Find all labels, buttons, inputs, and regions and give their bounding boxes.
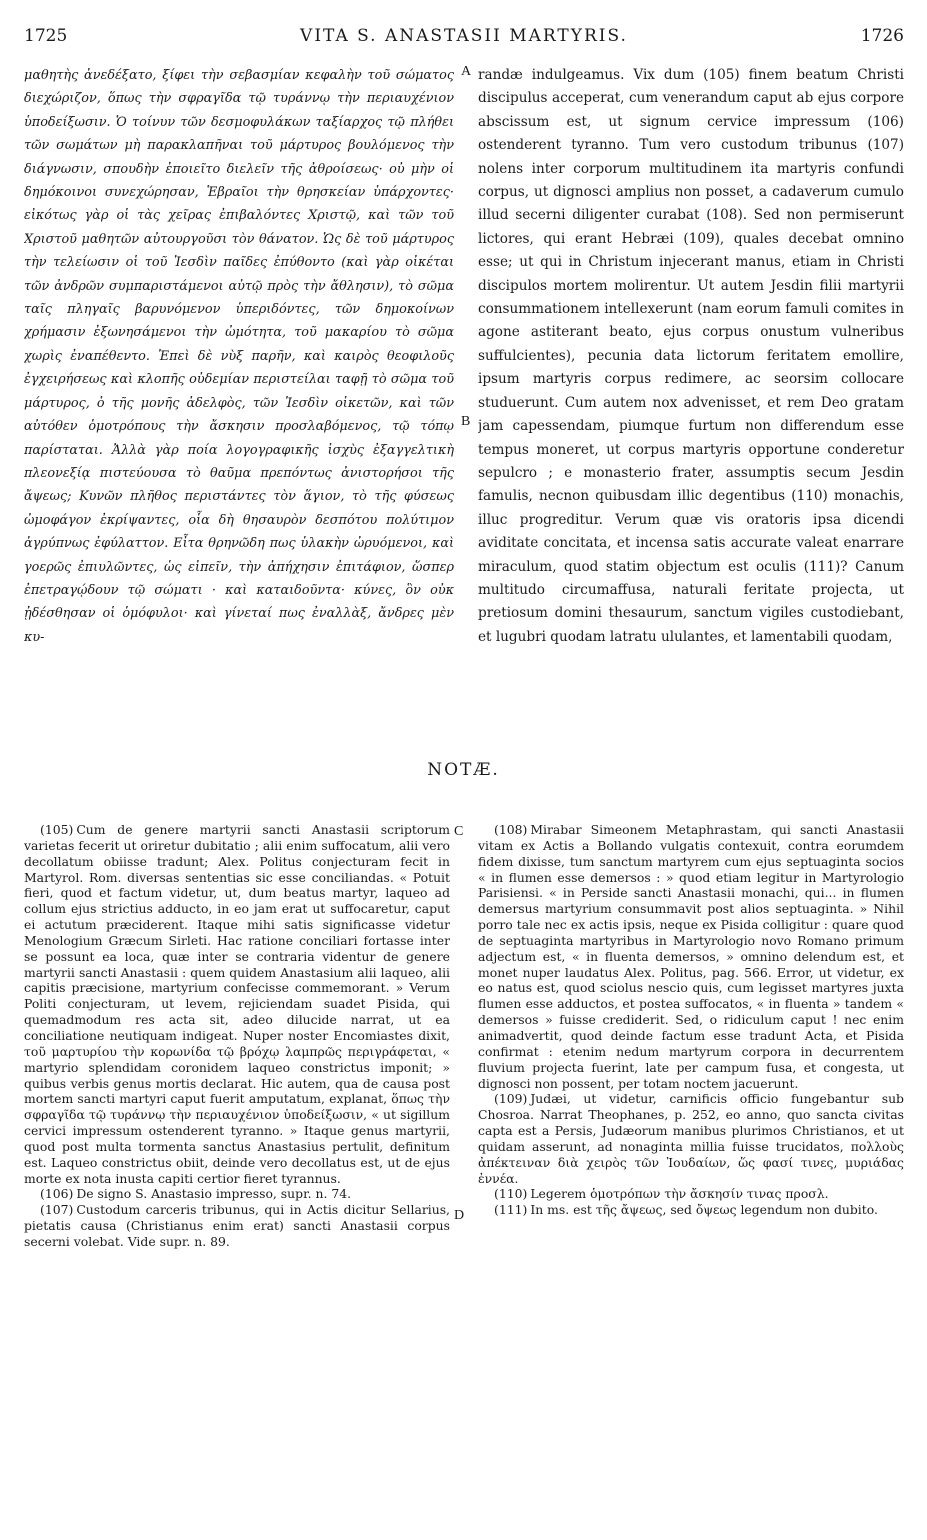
running-header	[24, 26, 904, 56]
note-106: (106) De signo S. Anastasio impresso, supr. n. 74.	[40, 1186, 352, 1202]
notes-left-column	[24, 822, 450, 1517]
margin-marker-d: D	[454, 1208, 465, 1223]
page-number-right: 1726	[860, 26, 904, 46]
note-110: (110) Legerem ὁμοτρόπων τὴν ἄσκησίν τινας προσλ.	[494, 1186, 829, 1202]
greek-text-column: μαθητὴς ἀνεδέξατο, ξίφει τὴν σεβασμίαν κεφαλὴν τοῦ σώματος διεχώριζον, ὅπως τὴν σφραγῖδα τῷ τυράννῳ τὴν περιαυχένιον ὑποδείξωσιν. Ὁ τοίνυν τῶν δεσμοφυλάκων ταξίαρχος τῷ πλήθει τῶν σωμάτων μὴ παρακλαπῆναι τοῦ μάρτυρος βουλόμενος τὴν διάγνωσιν, σπουδὴν ἐποιεῖτο διελεῖν τῆς ἀθροίσεως· οὐ μὴν οἱ δημόκοινοι συνεχώρησαν, Ἑβραῖοι τὴν θρησκείαν ὑπάρχοντες· εἰκότως γὰρ οἱ τὰς χεῖρας ἐπιβαλόντες Χριστῷ, καὶ τῶν τοῦ Χριστοῦ μαθητῶν αὐτουργοῦσι τὸν θάνατον. Ὡς δὲ τοῦ μάρτυρος τὴν τελείωσιν οἱ τοῦ Ἰεσδὶν παῖδες ἐπύθοντο (καὶ γὰρ οἰκέται τῶν ἀνδρῶν συμπαριστάμενοι αὐτῷ πρὸς τὴν ἄθλησιν), τὸ σῶμα ταῖς πληγαῖς βαρυνόμενον ὑπεριδόντες, τῶν δημοκοίνων χρήμασιν ἐξωνησάμενοι τὴν ὠμότητα, τοῦ μακαρίου τὸ σῶμα χωρὶς ἐναπέθεντο. Ἐπεὶ δὲ νὺξ παρῆν, καὶ καιρὸς θεοφιλοῦς ἐγχειρήσεως καὶ κλοπῆς οὐδεμίαν περιστείλαι ταφῇ τὸ σῶμα τοῦ μάρτυρος, ὁ τῆς μονῆς ἀδελφὸς, τῶν Ἰεσδὶν οἰκετῶν, καὶ τῶν αὐτόθεν ὁμοτρόπους τὴν ἄσκησιν προσλαβόμενος, τῷ τόπῳ παρίσταται. Ἀλλὰ γὰρ ποία λογογραφικῆς ἰσχὺς ἐξαγγελτικὴ πλεονεξίᾳ πιστεύουσα τὸ θαῦμα πρεπόντως ἀνιστορήσοι τῆς ἄψεως; Κυνῶν πλῆθος περιστάντες τὸν ἅγιον, τὸ τῆς φύσεως ὠμοφάγον ἐκρίψαντες, οἷα δὴ θησαυρὸν δεσπότου πολύτιμον ἀγρύπνως ἐφύλαττον. Εἶτα θρηνῶδη πως ὑλακὴν ὠρυόμενοι, καὶ γοερῶς ἐπιυλῶντες, ὡς εἰπεῖν, τὴν ἀπήχησιν ἐπιτάφιον, ὥσπερ ἐπετραγῴδουν τῷ σώματι · καὶ καταιδοῦντα· κύνες, ὃν οὐκ ᾐδέσθησαν οἱ ὁμόφυλοι· καὶ γίνεταί πως ἐναλλὰξ, ἄνδρες μὲν κυ-	[24, 68, 454, 645]
note-111: (111) In ms. est τῆς ἄψεως, sed ὄψεως legendum non dubito.	[494, 1202, 878, 1218]
note-107: (107) Custodum carceris tribunus, qui in Actis dicitur Sellarius, pietatis causa (Christianus enim erat) sancti Anastasii corpus secerni volebat. Vide supr. n. 89.	[24, 1202, 450, 1249]
margin-marker-b: B	[461, 414, 471, 429]
margin-marker-a: A	[461, 64, 472, 79]
notes-heading: NOTÆ.	[427, 760, 500, 780]
notes-right-column	[478, 822, 904, 1517]
note-108: (108) Mirabar Simeonem Metaphrastam, qui sancti Anastasii vitam ex Actis a Bollando vulgatis contexuit, contra eorumdem fidem dixisse, tum sanctum martyrem cum ejus septuaginta socios « in flumen esse demersos : » quod etiam legitur in Martyrologio Parisiensi. « in Perside sancti Anastasii monachi, qui... in flumen demersus martyrium consummavit post alios septuaginta. » Nihil porro tale nec ex actis ipsis, neque ex Pisida colligitur : quare quod de septuaginta martyribus in Martyrologio novo Romano primum adjectum est, « in fluenta demersos, » omnino delendum est, et monet nuper laudatus Alex. Politus, pag. 566. Error, ut videtur, ex eo natus est, quod sciolus nescio quis, cum legisset martyres juxta flumen esse adductos, et postea suffocatos, « in fluenta » tandem « demersos » fuisse crediderit. Sed, o ridiculum caput ! nec enim animadvertit, quod deinde factum esse tradunt Acta, et Pisida confirmat : etenim nedum martyrum corpora in decurrentem fluvium projecta fuerint, late per campum fusa, et congesta, ut dignosci non possent, per totam noctem jacuerunt.	[478, 822, 904, 1091]
latin-text-column: randæ indulgeamus. Vix dum (105) finem beatum Christi discipulus acceperat, cum venerandum caput ab ejus corpore abscissum est, ut signum cervice impressum (106) ostenderent tyranno. Tum vero custodum tribunus (107) nolens inter corporum multitudinem ita martyris confundi corpus, ut dignosci amplius non posset, a cadaverum cumulo illud secerni diligenter curabat (108). Sed non permiserunt lictores, qui erant Hebræi (109), quales decebat omnino esse; ut qui in Christum injecerant manus, etiam in Christi discipulos mortem molirentur. Ut autem Jesdin filii martyrii consummationem intellexerunt (nam eorum famuli comites in agone astiterant beato, ejus corpus onustum vulneribus suffulcientes), pecunia data lictorum feritatem emollire, ipsum martyris corpus redimere, ac seorsim collocare studuerunt. Cum autem nox advenisset, et rem Deo gratam jam capessendam, piumque furtum non differendum esse tempus moneret, ut corpus martyris opportune conderetur sepulcro ; e monasterio frater, assumptis secum Jesdin famulis, necnon quibusdam illic degentibus (110) monachis, illuc progreditur. Verum quæ vis oratoris ipsa dicendi aviditate concitata, et incensa satis accurate valeat enarrare miraculum, quod statim objectum est oculis (111)? Canum multitudo circumaffusa, naturali feritate projecta, ut pretiosum domini thesaurum, sanctum vigiles custodiebant, et lugubri quodam latratu ululantes, et lamentabili quodam,	[478, 67, 904, 645]
margin-marker-c: C	[454, 824, 464, 839]
note-105: (105) Cum de genere martyrii sancti Anastasii scriptorum varietas fecerit ut oriretur dubitatio ; alii enim suffocatum, alii vero decollatum obiisse tradunt; Alex. Politus conjecturam fecit in Martyrol. Rom. diversas sententias sic esse conciliandas. « Potuit fieri, quod et factum videtur, ut, dum beatus martyr, laqueo ad collum ejus strictius adducto, in eo jam erat ut suffocaretur, caput ei actutum præciderent. Itaque mihi satis significasse videtur Menologium Græcum Sirleti. Hac ratione conciliari fortasse inter se possunt ea loca, quæ inter se contraria videntur de genere martyrii sancti Anastasii : quem quidem Anastasium alii laqueo, alii capitis præcisione, martyrium confecisse commemorant. » Verum Politi conjecturam, ut levem, rejiciendam suadet Pisida, qui quemadmodum res acta sit, adeo dilucide narrat, ut ea conciliatione neutiquam indigeat. Nuper noster Encomiastes dixit, τοῦ μαρτυρίου τὴν κορωνίδα τῷ βρόχῳ λαμπρῶς περιγράφεται, « martyrio splendidam coronidem laqueo constrictus imponit; » quibus verbis genus mortis declarat. Hic autem, qua de causa post mortem sancti martyri caput fuerit amputatum, explanat, ὅπως τὴν σφραγῖδα τῷ τυράννῳ τὴν περιαυχένιον ὑποδείξωσιν, « ut sigillum cervici impressum ostenderent tyranno. » Itaque genus martyrii, quod post multa tormenta sanctus Anastasius pertulit, definitum est. Laqueo constrictus obiit, deinde vero decollatus est, ut de ejus morte ex nota inusta capiti certior fieret tyrannus.	[24, 822, 450, 1186]
note-109: (109) Judæi, ut videtur, carnificis officio fungebantur sub Chosroa. Narrat Theophanes, p. 252, eo anno, quo sancta civitas capta est a Persis, Judæorum manibus plurimos Christianos, et ut quidam asserunt, ad nonaginta millia fuisse trucidatos, πολλοὺς ἀπέκτειναν διὰ χειρὸς τῶν Ἰουδαίων, ὥς φασί τινες, μυριάδας ἐννέα.	[478, 1091, 904, 1186]
page-number-left: 1725	[24, 26, 68, 46]
running-title: VITA S. ANASTASII MARTYRIS.	[300, 26, 628, 46]
